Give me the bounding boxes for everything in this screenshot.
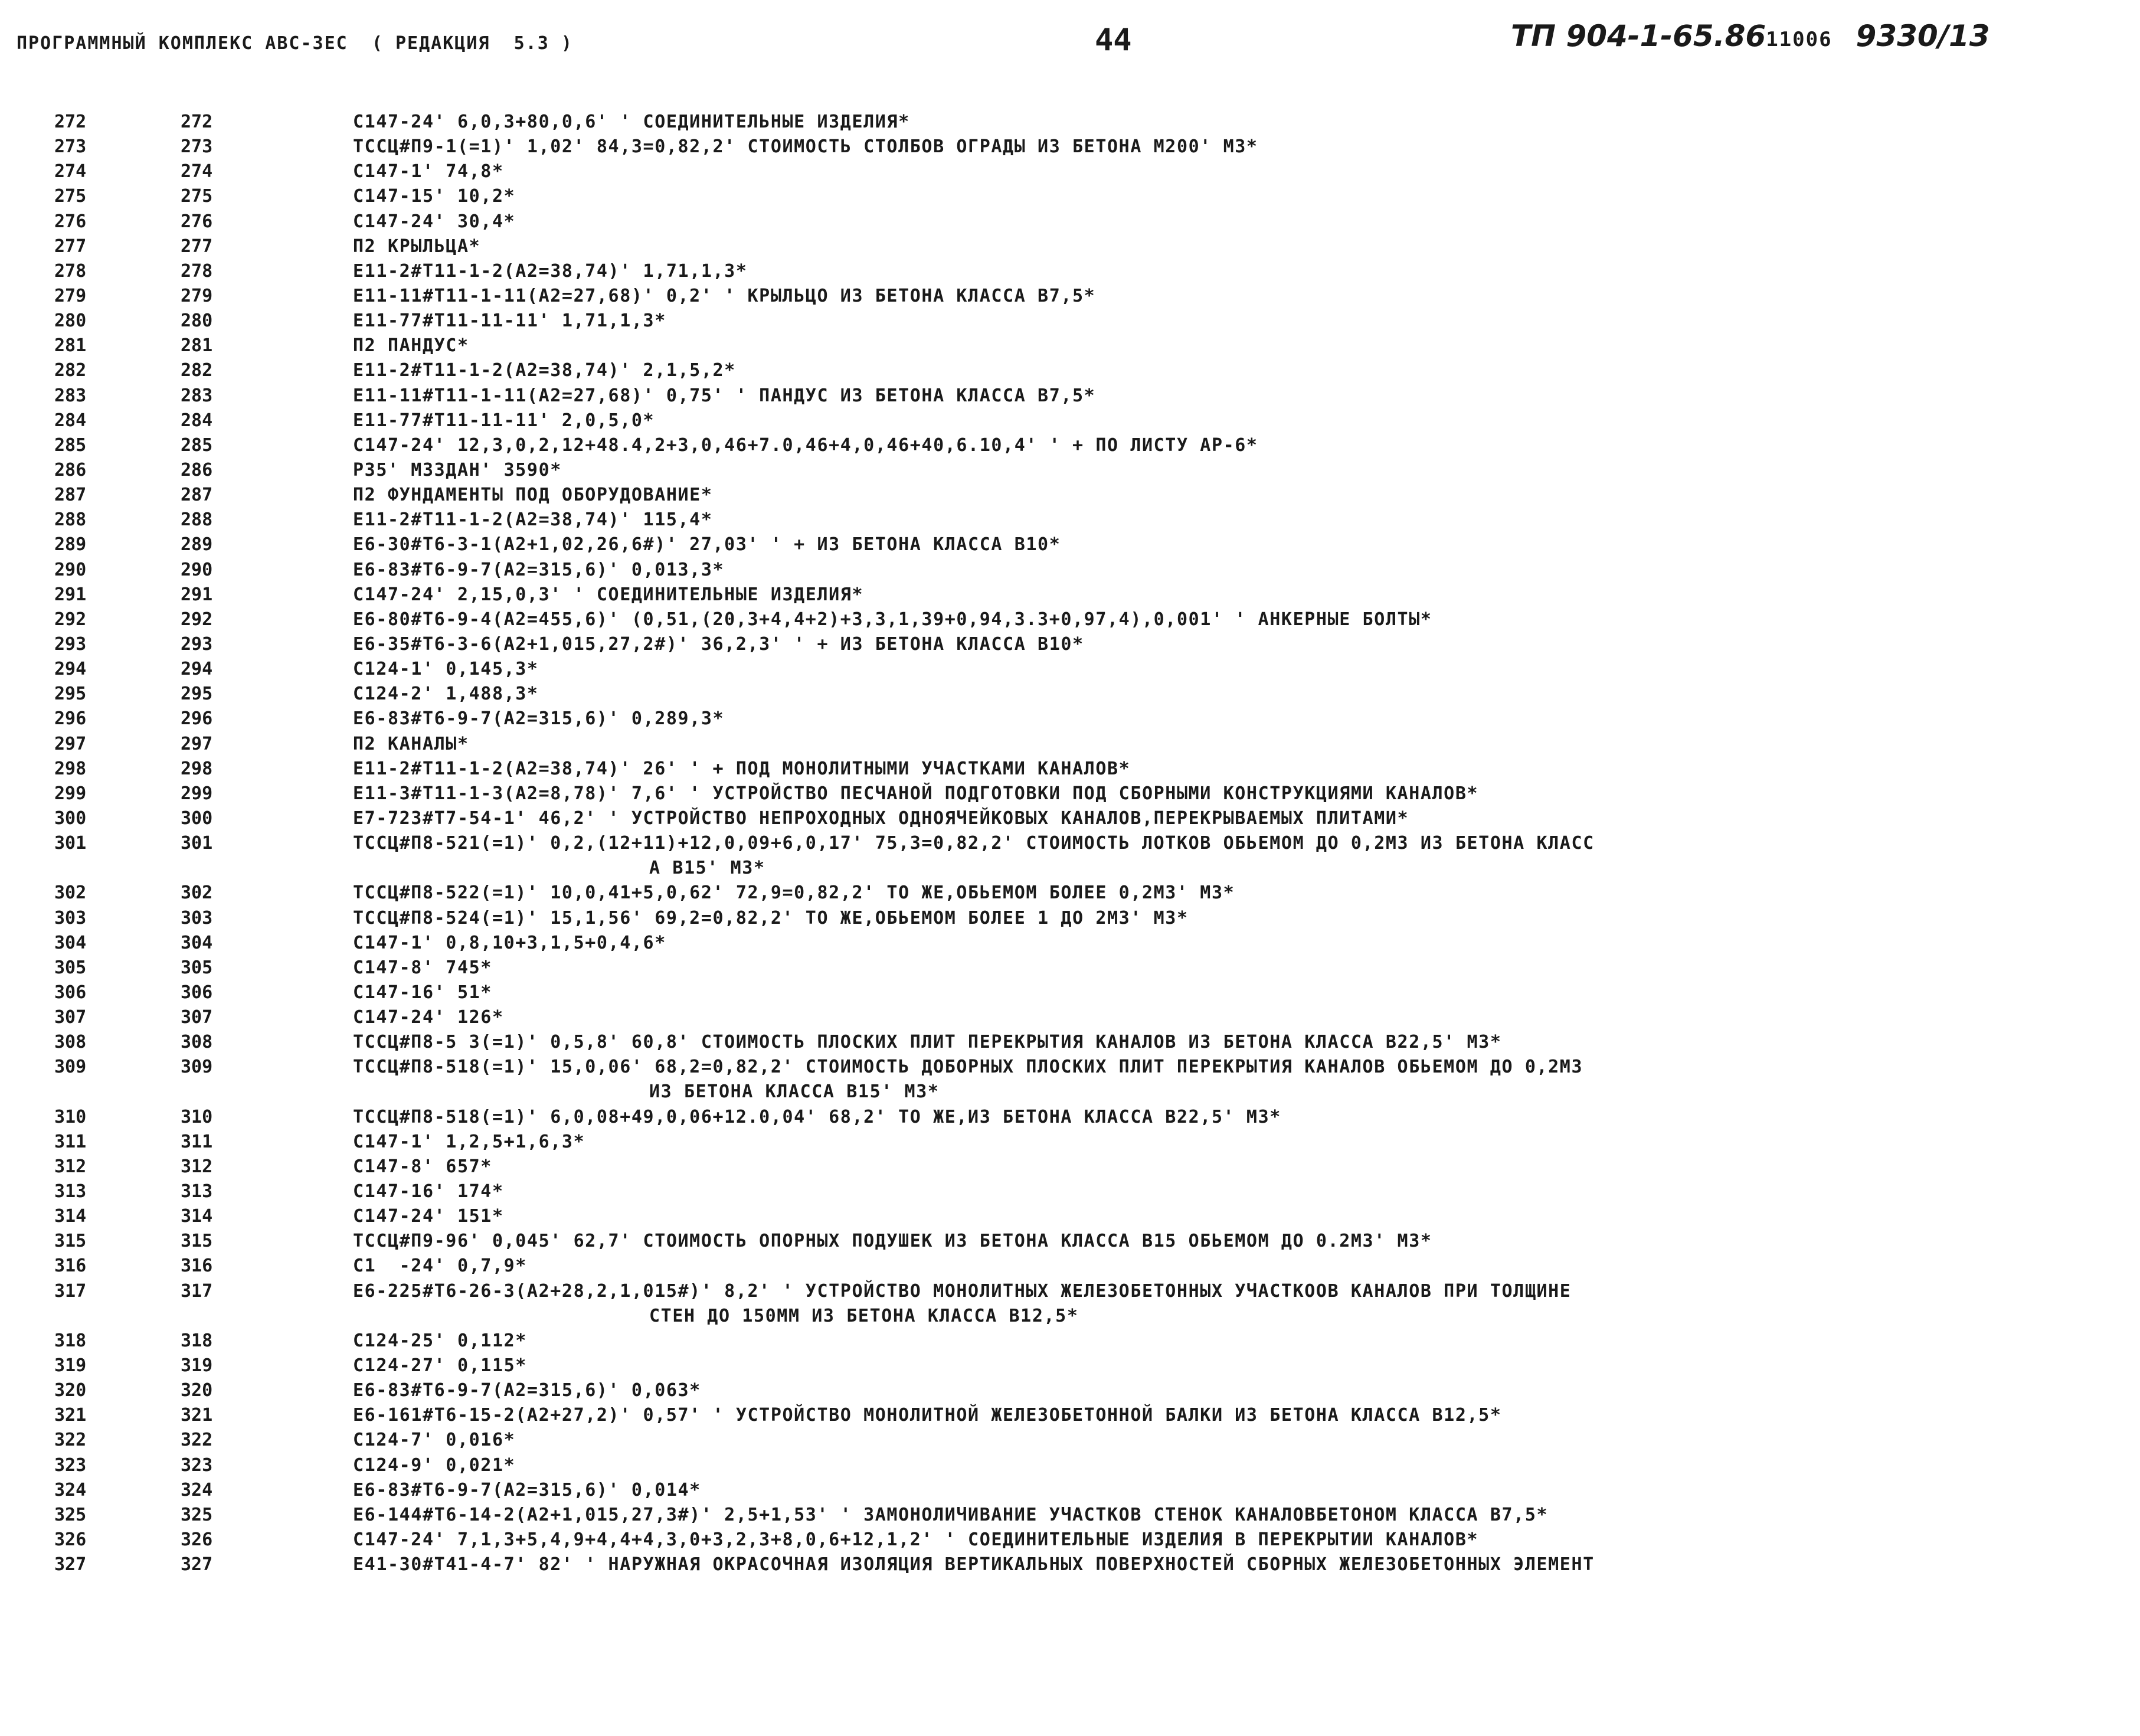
listing-continuation-line: [0, 1304, 2140, 1329]
line-number: 283: [54, 385, 87, 406]
statement-number: 296: [181, 708, 213, 730]
statement-text: C147-8' 745*: [353, 957, 492, 978]
listing-line: [0, 384, 2140, 408]
code-listing: [0, 110, 2140, 1577]
statement-text: E6-225#T6-26-3(A2+28,2,1,015#)' 8,2' ' УСТРОЙСТВО МОНОЛИТНЫХ ЖЕЛЕЗОБЕТОННЫХ УЧАСТКООВ КАНАЛОВ ПРИ ТОЛЩИНЕ: [353, 1280, 1572, 1302]
statement-text: П2 КРЫЛЬЦА*: [353, 236, 481, 257]
listing-line: [0, 234, 2140, 259]
statement-number: 305: [181, 957, 213, 978]
line-number: 293: [54, 633, 87, 655]
line-number: 311: [54, 1131, 87, 1152]
listing-line: [0, 1378, 2140, 1403]
line-number: 287: [54, 485, 87, 506]
statement-text: C147-1' 74,8*: [353, 161, 504, 182]
statement-number: 324: [181, 1479, 213, 1500]
statement-number: 320: [181, 1380, 213, 1401]
statement-number: 300: [181, 807, 213, 829]
statement-number: 274: [181, 161, 213, 182]
listing-line: [0, 408, 2140, 433]
statement-number: 303: [181, 907, 213, 929]
line-number: 274: [54, 161, 87, 182]
line-number: 290: [54, 559, 87, 580]
statement-text: C147-1' 1,2,5+1,6,3*: [353, 1131, 585, 1152]
line-number: 305: [54, 957, 87, 978]
statement-number: 272: [181, 112, 213, 132]
listing-line: [0, 358, 2140, 383]
line-number: 314: [54, 1206, 87, 1227]
listing-line: [0, 184, 2140, 209]
line-number: 273: [54, 136, 87, 158]
statement-number: 277: [181, 236, 213, 257]
line-number: 299: [54, 783, 87, 804]
statement-text: П2 КАНАЛЫ*: [353, 733, 469, 754]
listing-line: [0, 1354, 2140, 1378]
listing-line: [0, 1552, 2140, 1577]
statement-number: 321: [181, 1405, 213, 1426]
statement-number: 288: [181, 509, 213, 531]
listing-line: [0, 757, 2140, 782]
statement-text: E11-2#T11-1-2(A2=38,74)' 115,4*: [353, 509, 713, 531]
statement-number: 291: [181, 584, 213, 605]
statement-number: 286: [181, 459, 213, 480]
line-number: 302: [54, 882, 87, 904]
listing-line: [0, 931, 2140, 956]
line-number: 285: [54, 434, 87, 456]
line-number: 272: [54, 112, 87, 132]
statement-number: 281: [181, 335, 213, 357]
statement-text: C124-25' 0,112*: [353, 1330, 527, 1351]
statement-text: E6-83#T6-9-7(A2=315,6)' 0,063*: [353, 1380, 701, 1401]
listing-line: [0, 831, 2140, 856]
statement-number: 301: [181, 833, 213, 854]
listing-line: [0, 956, 2140, 980]
statement-number: 319: [181, 1355, 213, 1377]
line-number: 323: [54, 1454, 87, 1476]
statement-number: 309: [181, 1057, 213, 1078]
statement-text: E11-3#T11-1-3(A2=8,78)' 7,6' ' УСТРОЙСТВО ПЕСЧАНОЙ ПОДГОТОВКИ ПОД СБОРНЫМИ КОНСТРУКЦИЯМИ КАНАЛОВ*: [353, 783, 1479, 804]
statement-text: C147-16' 174*: [353, 1181, 504, 1202]
listing-line: [0, 334, 2140, 358]
listing-line: [0, 732, 2140, 757]
line-number: 297: [54, 733, 87, 754]
statement-number: 322: [181, 1430, 213, 1451]
listing-line: [0, 881, 2140, 905]
listing-line: [0, 1329, 2140, 1354]
statement-text: C147-24' 151*: [353, 1206, 504, 1227]
statement-number: 317: [181, 1280, 213, 1302]
listing-line: [0, 135, 2140, 159]
statement-text: E11-2#T11-1-2(A2=38,74)' 26' ' + ПОД МОНОЛИТНЫМИ УЧАСТКАМИ КАНАЛОВ*: [353, 758, 1131, 779]
line-number: 306: [54, 982, 87, 1003]
line-number: 322: [54, 1430, 87, 1451]
line-number: 276: [54, 211, 87, 232]
listing-line: [0, 657, 2140, 682]
listing-line: [0, 806, 2140, 831]
statement-text: C1 -24' 0,7,9*: [353, 1256, 527, 1277]
line-number: 289: [54, 534, 87, 555]
statement-number: 307: [181, 1007, 213, 1028]
statement-text: ТССЦ#П8-518(=1)' 15,0,06' 68,2=0,82,2' СТОИМОСТЬ ДОБОРНЫХ ПЛОСКИХ ПЛИТ ПЕРЕКРЫТИЯ КАНАЛОВ ОБЬЕМОМ ДО 0,2МЗ: [353, 1057, 1583, 1078]
statement-number: 284: [181, 410, 213, 431]
statement-number: 297: [181, 733, 213, 754]
listing-line: [0, 159, 2140, 184]
line-number: 278: [54, 260, 87, 282]
line-number: 282: [54, 360, 87, 381]
statement-number: 298: [181, 758, 213, 779]
statement-number: 313: [181, 1181, 213, 1202]
line-number: 316: [54, 1256, 87, 1277]
statement-number: 287: [181, 485, 213, 506]
statement-number: 314: [181, 1206, 213, 1227]
statement-text: E6-30#T6-3-1(A2+1,02,26,6#)' 27,03' ' + ИЗ БЕТОНА КЛАССА В10*: [353, 534, 1061, 555]
statement-text: C124-7' 0,016*: [353, 1430, 516, 1451]
statement-text: C124-27' 0,115*: [353, 1355, 527, 1377]
listing-line: [0, 1254, 2140, 1279]
line-number: 321: [54, 1405, 87, 1426]
listing-continuation-line: [0, 1080, 2140, 1104]
page-header: [0, 19, 2140, 70]
statement-number: 304: [181, 932, 213, 953]
statement-number: 292: [181, 609, 213, 630]
statement-text: C124-1' 0,145,3*: [353, 659, 539, 680]
statement-text: E6-161#T6-15-2(A2+27,2)' 0,57' ' УСТРОЙСТВО МОНОЛИТНОЙ ЖЕЛЕЗОБЕТОННОЙ БАЛКИ ИЗ БЕТОНА КЛАССА В12,5*: [353, 1405, 1502, 1426]
listing-line: [0, 1204, 2140, 1229]
doc-code: ТП 904-1-65.86: [1511, 19, 1766, 53]
statement-text: E11-11#T11-1-11(A2=27,68)' 0,75' ' ПАНДУС ИЗ БЕТОНА КЛАССА В7,5*: [353, 385, 1096, 406]
listing-line: [0, 782, 2140, 806]
listing-line: [0, 210, 2140, 234]
statement-text: C147-15' 10,2*: [353, 186, 516, 207]
listing-line: [0, 980, 2140, 1005]
statement-number: 275: [181, 186, 213, 207]
line-number: 295: [54, 684, 87, 705]
line-number: 304: [54, 932, 87, 953]
listing-line: [0, 1130, 2140, 1155]
statement-text: E11-2#T11-1-2(A2=38,74)' 1,71,1,3*: [353, 260, 748, 282]
statement-number: 289: [181, 534, 213, 555]
listing-line: [0, 433, 2140, 458]
listing-line: [0, 1179, 2140, 1204]
statement-number: 326: [181, 1529, 213, 1551]
listing-line: [0, 1105, 2140, 1130]
statement-text: ТССЦ#П8-518(=1)' 6,0,08+49,0,06+12.0,04' 68,2' ТО ЖЕ,ИЗ БЕТОНА КЛАССА В22,5' МЗ*: [353, 1106, 1281, 1127]
statement-number: 282: [181, 360, 213, 381]
statement-number: 311: [181, 1131, 213, 1152]
listing-line: [0, 532, 2140, 557]
statement-number: 316: [181, 1256, 213, 1277]
statement-number: 312: [181, 1156, 213, 1177]
statement-number: 294: [181, 659, 213, 680]
statement-text: C147-1' 0,8,10+3,1,5+0,4,6*: [353, 932, 666, 953]
listing-line: [0, 1030, 2140, 1055]
line-number: 280: [54, 310, 87, 332]
statement-continuation: СТЕН ДО 150ММ ИЗ БЕТОНА КЛАССА В12,5*: [649, 1305, 1079, 1326]
line-number: 275: [54, 186, 87, 207]
listing-line: [0, 1279, 2140, 1304]
statement-number: 285: [181, 434, 213, 456]
listing-line: [0, 1055, 2140, 1080]
statement-text: C147-24' 126*: [353, 1007, 504, 1028]
listing-line: [0, 1528, 2140, 1552]
listing-line: [0, 1453, 2140, 1478]
statement-number: 325: [181, 1504, 213, 1525]
line-number: 281: [54, 335, 87, 357]
listing-continuation-line: [0, 856, 2140, 881]
listing-line: [0, 508, 2140, 532]
line-number: 284: [54, 410, 87, 431]
listing-line: [0, 1403, 2140, 1428]
statement-number: 278: [181, 260, 213, 282]
line-number: 308: [54, 1032, 87, 1053]
listing-line: [0, 1005, 2140, 1030]
statement-number: 279: [181, 285, 213, 306]
statement-text: C147-24' 7,1,3+5,4,9+4,4+4,3,0+3,2,3+8,0,6+12,1,2' ' СОЕДИНИТЕЛЬНЫЕ ИЗДЕЛИЯ В ПЕРЕКРЫТИИ КАНАЛОВ*: [353, 1529, 1479, 1551]
statement-number: 299: [181, 783, 213, 804]
line-number: 298: [54, 758, 87, 779]
listing-line: [0, 483, 2140, 508]
line-number: 303: [54, 907, 87, 929]
line-number: 301: [54, 833, 87, 854]
line-number: 318: [54, 1330, 87, 1351]
listing-line: [0, 558, 2140, 583]
statement-text: E6-144#T6-14-2(A2+1,015,27,3#)' 2,5+1,53' ' ЗАМОНОЛИЧИВАНИЕ УЧАСТКОВ СТЕНОК КАНАЛОВБЕТОНОМ КЛАССА В7,5*: [353, 1504, 1549, 1525]
line-number: 291: [54, 584, 87, 605]
listing-line: [0, 110, 2140, 135]
statement-number: 308: [181, 1032, 213, 1053]
statement-text: ТССЦ#П9-1(=1)' 1,02' 84,3=0,82,2' СТОИМОСТЬ СТОЛБОВ ОГРАДЫ ИЗ БЕТОНА М200' МЗ*: [353, 136, 1258, 158]
listing-line: [0, 1229, 2140, 1254]
statement-text: C124-9' 0,021*: [353, 1454, 516, 1476]
listing-line: [0, 707, 2140, 731]
statement-text: E11-11#T11-1-11(A2=27,68)' 0,2' ' КРЫЛЬЦО ИЗ БЕТОНА КЛАССА В7,5*: [353, 285, 1096, 306]
statement-text: П2 ФУНДАМЕНТЫ ПОД ОБОРУДОВАНИЕ*: [353, 485, 713, 506]
line-number: 292: [54, 609, 87, 630]
statement-number: 302: [181, 882, 213, 904]
statement-text: E41-30#T41-4-7' 82' ' НАРУЖНАЯ ОКРАСОЧНАЯ ИЗОЛЯЦИЯ ВЕРТИКАЛЬНЫХ ПОВЕРХНОСТЕЙ СБОРНЫХ ЖЕЛЕЗОБЕТОННЫХ ЭЛЕМЕНТ: [353, 1554, 1595, 1575]
listing-line: [0, 259, 2140, 284]
statement-number: 273: [181, 136, 213, 158]
listing-line: [0, 583, 2140, 607]
statement-number: 306: [181, 982, 213, 1003]
statement-text: ТССЦ#П8-522(=1)' 10,0,41+5,0,62' 72,9=0,82,2' ТО ЖЕ,ОБЬЕМОМ БОЛЕЕ 0,2МЗ' МЗ*: [353, 882, 1235, 904]
statement-text: ТССЦ#П8-521(=1)' 0,2,(12+11)+12,0,09+6,0,17' 75,3=0,82,2' СТОИМОСТЬ ЛОТКОВ ОБЬЕМОМ ДО 0,2МЗ ИЗ БЕТОНА КЛАСС: [353, 833, 1595, 854]
statement-number: 276: [181, 211, 213, 232]
statement-text: E11-77#T11-11-11' 2,0,5,0*: [353, 410, 655, 431]
statement-number: 293: [181, 633, 213, 655]
statement-number: 327: [181, 1554, 213, 1575]
statement-number: 280: [181, 310, 213, 332]
line-number: 319: [54, 1355, 87, 1377]
statement-continuation: А В15' МЗ*: [649, 858, 765, 879]
listing-line: [0, 682, 2140, 707]
line-number: 312: [54, 1156, 87, 1177]
line-number: 327: [54, 1554, 87, 1575]
line-number: 326: [54, 1529, 87, 1551]
listing-line: [0, 906, 2140, 931]
statement-text: C147-24' 12,3,0,2,12+48.4,2+3,0,46+7.0,46+4,0,46+40,6.10,4' ' + ПО ЛИСТУ АР-6*: [353, 434, 1258, 456]
statement-number: 310: [181, 1106, 213, 1127]
statement-text: ТССЦ#П8-5 3(=1)' 0,5,8' 60,8' СТОИМОСТЬ ПЛОСКИХ ПЛИТ ПЕРЕКРЫТИЯ КАНАЛОВ ИЗ БЕТОНА КЛАССА В22,5' МЗ*: [353, 1032, 1502, 1053]
statement-text: P35' МЗЗДАН' 3590*: [353, 459, 562, 480]
sheet-number: 9330/13: [1856, 19, 1990, 53]
line-number: 296: [54, 708, 87, 730]
listing-line: [0, 1478, 2140, 1503]
statement-text: E6-83#T6-9-7(A2=315,6)' 0,014*: [353, 1479, 701, 1500]
listing-line: [0, 632, 2140, 657]
listing-line: [0, 458, 2140, 483]
line-number: 294: [54, 659, 87, 680]
line-number: 320: [54, 1380, 87, 1401]
line-number: 277: [54, 236, 87, 257]
line-number: 325: [54, 1504, 87, 1525]
page-number: 44: [1095, 22, 1132, 58]
listing-line: [0, 607, 2140, 632]
line-number: 310: [54, 1106, 87, 1127]
line-number: 300: [54, 807, 87, 829]
line-number: 288: [54, 509, 87, 531]
statement-text: C147-24' 30,4*: [353, 211, 516, 232]
line-number: 315: [54, 1231, 87, 1252]
statement-number: 318: [181, 1330, 213, 1351]
statement-text: П2 ПАНДУС*: [353, 335, 469, 357]
statement-text: ТССЦ#П8-524(=1)' 15,1,56' 69,2=0,82,2' ТО ЖЕ,ОБЬЕМОМ БОЛЕЕ 1 ДО 2МЗ' МЗ*: [353, 907, 1189, 929]
line-number: 286: [54, 459, 87, 480]
statement-text: E6-83#T6-9-7(A2=315,6)' 0,289,3*: [353, 708, 725, 730]
listing-line: [0, 1155, 2140, 1179]
statement-number: 295: [181, 684, 213, 705]
statement-text: E6-80#T6-9-4(A2=455,6)' (0,51,(20,3+4,4+2)+3,3,1,39+0,94,3.3+0,97,4),0,001' ' АНКЕРНЫЕ БОЛТЫ*: [353, 609, 1432, 630]
statement-text: C147-8' 657*: [353, 1156, 492, 1177]
program-title: ПРОГРАММНЫЙ КОМПЛЕКС АВС-ЗЕС ( РЕДАКЦИЯ 5.3 ): [17, 33, 573, 54]
statement-text: E11-2#T11-1-2(A2=38,74)' 2,1,5,2*: [353, 360, 736, 381]
line-number: 324: [54, 1479, 87, 1500]
listing-line: [0, 1503, 2140, 1528]
statement-text: C147-24' 6,0,3+80,0,6' ' СОЕДИНИТЕЛЬНЫЕ ИЗДЕЛИЯ*: [353, 112, 910, 132]
statement-number: 283: [181, 385, 213, 406]
listing-line: [0, 309, 2140, 334]
statement-text: C147-16' 51*: [353, 982, 492, 1003]
statement-number: 315: [181, 1231, 213, 1252]
listing-line: [0, 1428, 2140, 1453]
document-stamp: [1511, 19, 1990, 53]
statement-continuation: ИЗ БЕТОНА КЛАССА В15' МЗ*: [649, 1081, 940, 1103]
statement-text: C147-24' 2,15,0,3' ' СОЕДИНИТЕЛЬНЫЕ ИЗДЕЛИЯ*: [353, 584, 864, 605]
statement-text: E11-77#T11-11-11' 1,71,1,3*: [353, 310, 666, 332]
statement-text: E6-83#T6-9-7(A2=315,6)' 0,013,3*: [353, 559, 725, 580]
statement-text: E6-35#T6-3-6(A2+1,015,27,2#)' 36,2,3' ' + ИЗ БЕТОНА КЛАССА В10*: [353, 633, 1084, 655]
statement-number: 323: [181, 1454, 213, 1476]
line-number: 279: [54, 285, 87, 306]
line-number: 317: [54, 1280, 87, 1302]
line-number: 313: [54, 1181, 87, 1202]
statement-text: C124-2' 1,488,3*: [353, 684, 539, 705]
line-number: 309: [54, 1057, 87, 1078]
line-number: 307: [54, 1007, 87, 1028]
listing-line: [0, 284, 2140, 309]
statement-text: E7-723#T7-54-1' 46,2' ' УСТРОЙСТВО НЕПРОХОДНЫХ ОДНОЯЧЕЙКОВЫХ КАНАЛОВ,ПЕРЕКРЫВАЕМЫХ ПЛИТАМИ*: [353, 807, 1409, 829]
statement-number: 290: [181, 559, 213, 580]
statement-text: ТССЦ#П9-96' 0,045' 62,7' СТОИМОСТЬ ОПОРНЫХ ПОДУШЕК ИЗ БЕТОНА КЛАССА В15 ОБЬЕМОМ ДО 0.2МЗ' МЗ*: [353, 1231, 1432, 1252]
doc-number: 11006: [1766, 28, 1833, 51]
